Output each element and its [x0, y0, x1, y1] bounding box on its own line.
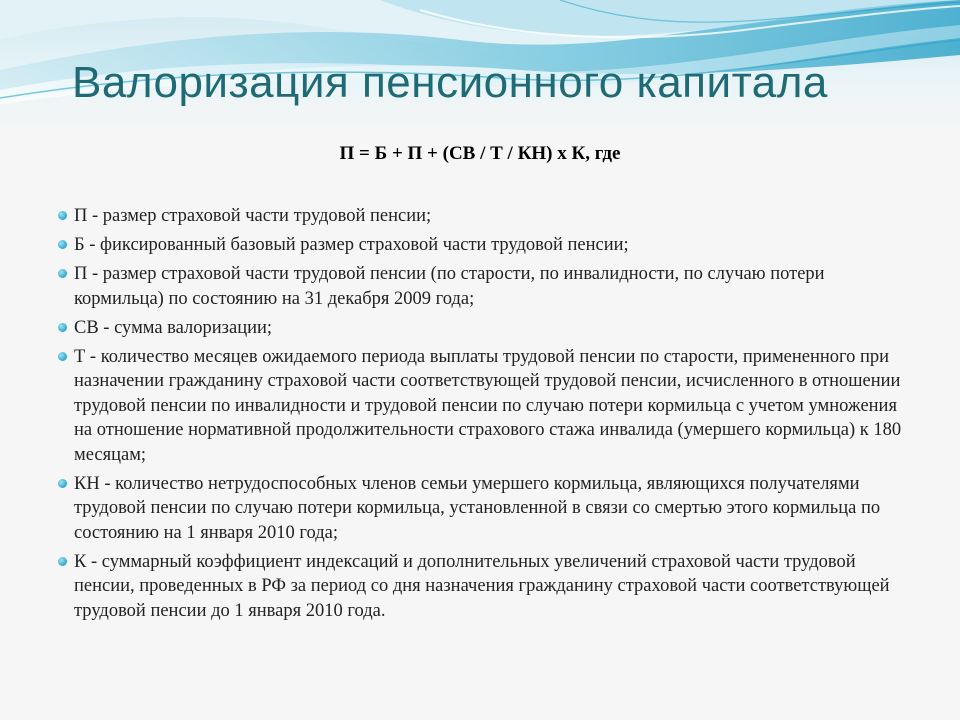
- list-item: [58, 472, 918, 546]
- formula: П = Б + П + (СВ / Т / КН) х К, где: [339, 143, 621, 164]
- bullet-dot-icon: [58, 240, 67, 249]
- list-item-text: П - размер страховой части трудовой пенсии;: [74, 206, 432, 226]
- definition-list: [58, 204, 918, 628]
- list-item-text: Б - фиксированный базовый размер страховой части трудовой пенсии;: [74, 235, 629, 255]
- bullet-dot-icon: [58, 211, 67, 220]
- list-item: [58, 316, 918, 341]
- bullet-dot-icon: [58, 352, 67, 361]
- page-title: Валоризация пенсионного капитала: [72, 58, 828, 107]
- bullet-dot-icon: [58, 557, 67, 566]
- list-item: [58, 550, 918, 624]
- list-item: [58, 204, 918, 229]
- list-item-text: КН - количество нетрудоспособных членов семьи умершего кормильца, являющихся получателями трудовой пенсии по случаю потери кормильца, установленной в связи со смертью этого кормильца по состоянию на 1 января 2010 года;: [74, 473, 881, 543]
- bullet-dot-icon: [58, 269, 67, 278]
- list-item-text: К - суммарный коэффициент индексаций и дополнительных увеличений страховой части трудовой пенсии, проведенных в РФ за период со дня назначения гражданину страховой части соответствующей трудовой пенсии до 1 января 2010 года.: [74, 551, 890, 621]
- list-item-text: Т - количество месяцев ожидаемого периода выплаты трудовой пенсии по старости, примененного при назначении гражданину страховой части соответствующей трудовой пенсии, исчисленного в отношении трудовой пенсии по инвалидности и трудовой пенсии по случаю потери кормильца с учетом умножения на отношение нормативной продолжительности страхового стажа инвалида (умершего кормильца) к 180 месяцам;: [74, 346, 902, 465]
- list-item-text: П - размер страховой части трудовой пенсии (по старости, по инвалидности, по случаю потери кормильца) по состоянию на 31 декабря 2009 года;: [74, 264, 825, 309]
- bullet-dot-icon: [58, 479, 67, 488]
- list-item: [58, 345, 918, 468]
- bullet-dot-icon: [58, 323, 67, 332]
- list-item-text: СВ - сумма валоризации;: [74, 317, 273, 338]
- list-item: [58, 262, 918, 311]
- list-item: [58, 233, 918, 258]
